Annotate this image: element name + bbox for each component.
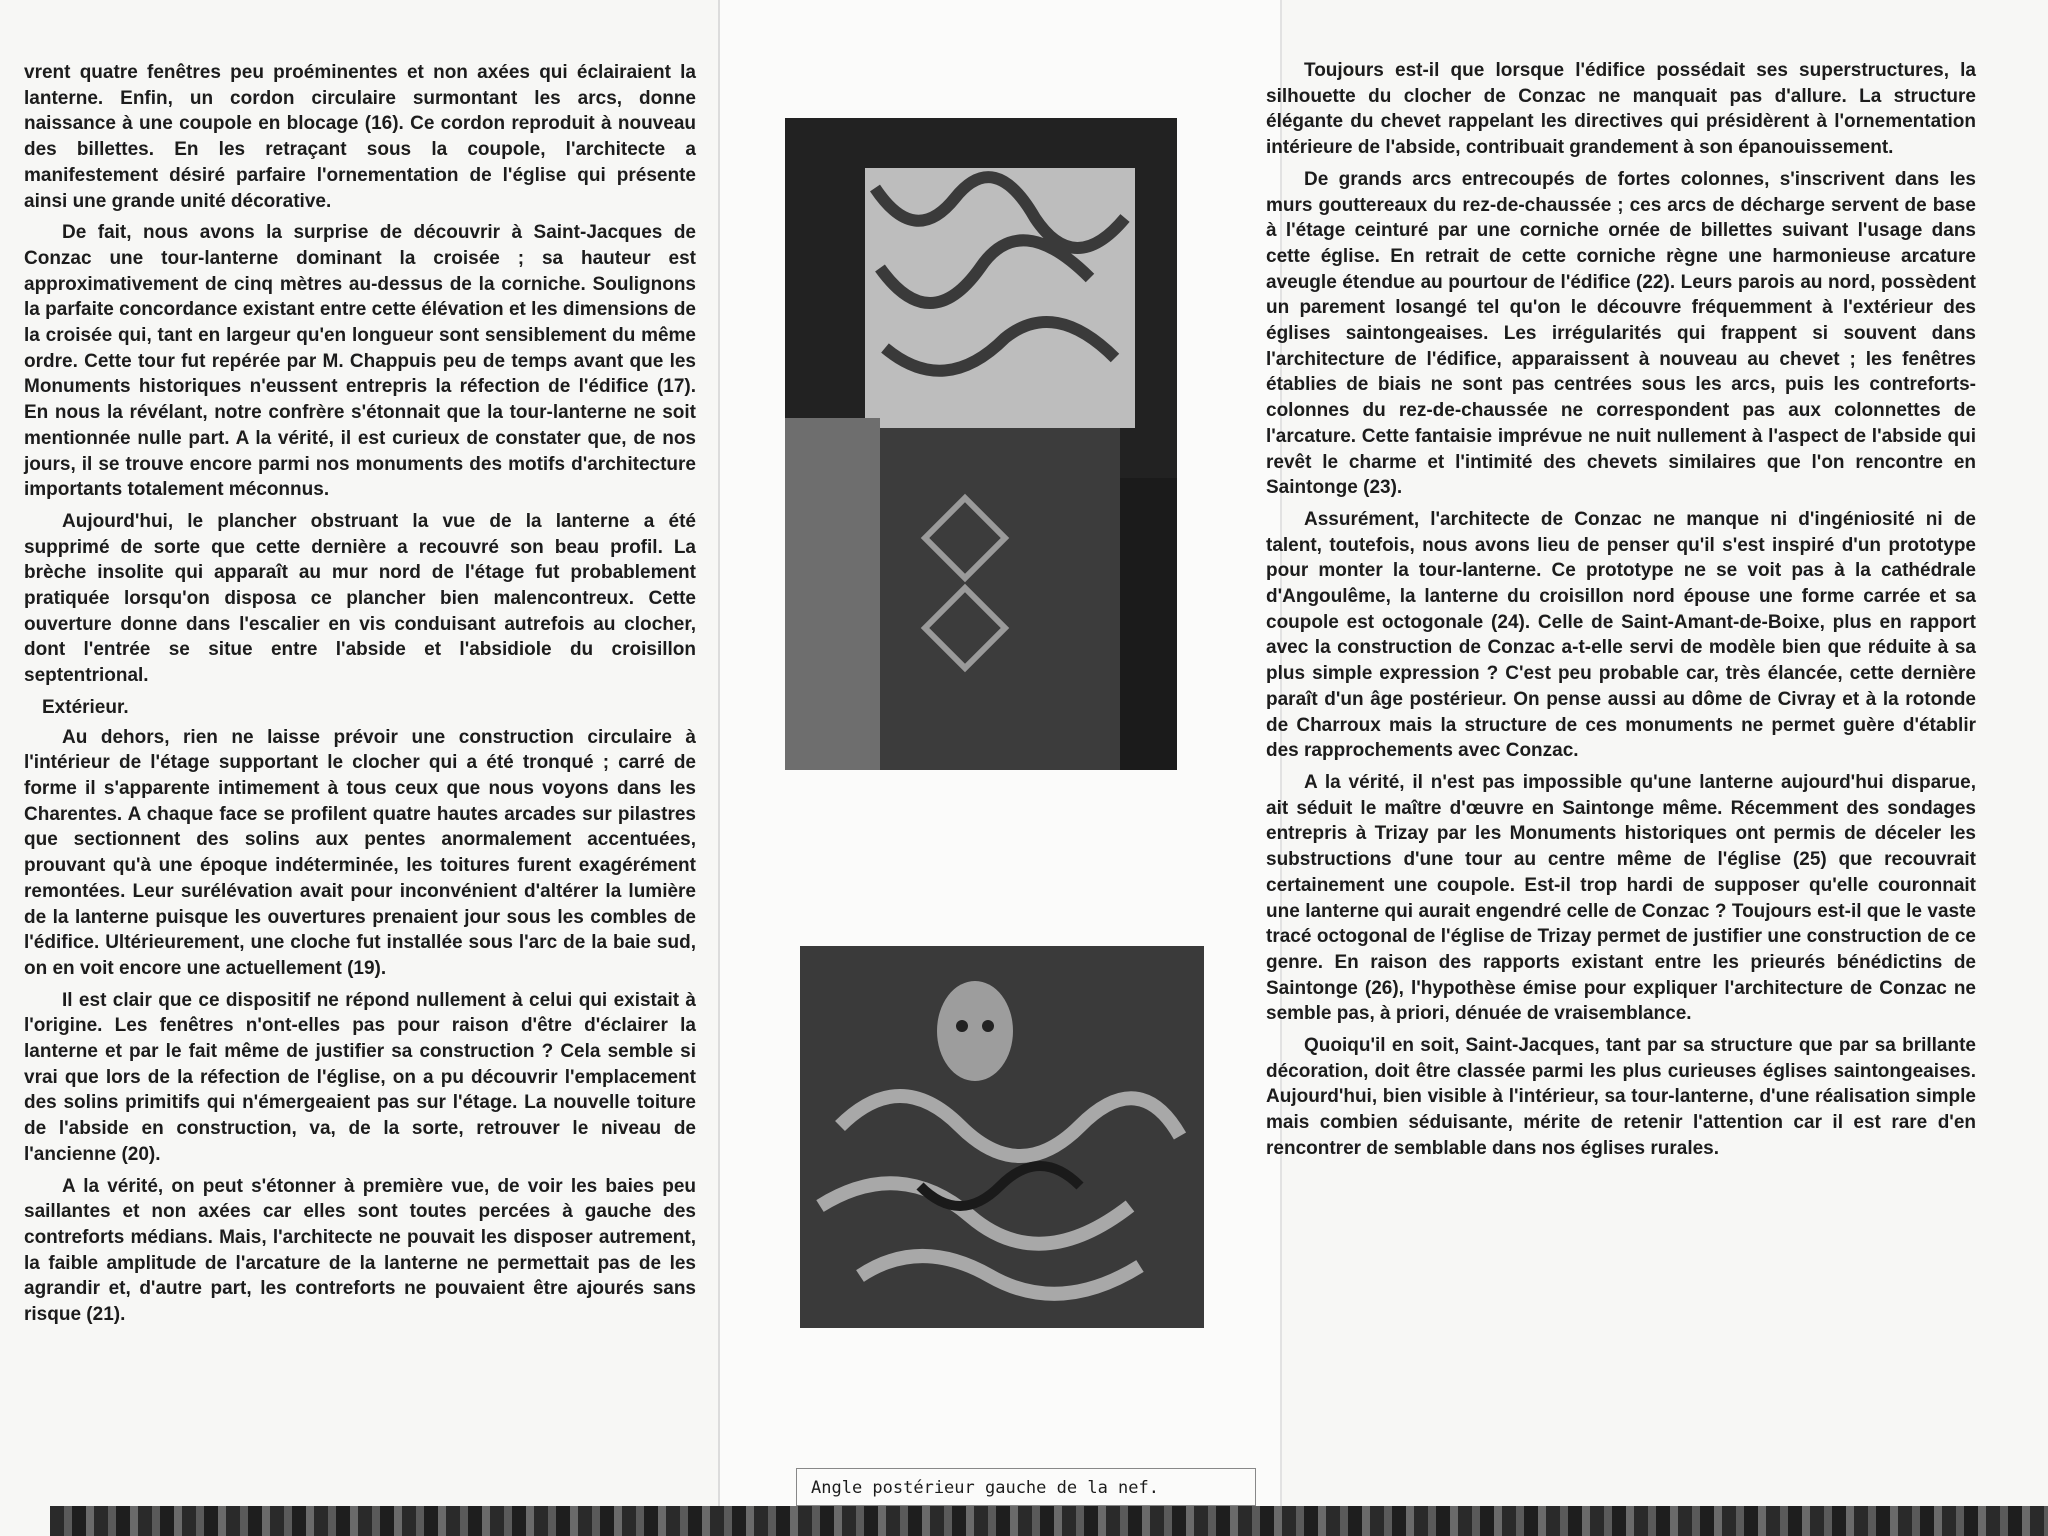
paragraph: Aujourd'hui, le plancher obstruant la vue de la lanterne a été supprimé de sorte que cette dernière a recouvré son beau profil. La brèche insolite qui apparaît au mur nord de l'étage fut probablement pratiquée lorsqu'on disposa ce plancher bien malencontreux. Cette ouverture donne dans l'escalier en vis conduisant autrefois au clocher, dont l'entrée se situe entre l'abside et l'absidiole du croisillon septentrional. (24, 510, 696, 687)
paragraph: De grands arcs entrecoupés de fortes colonnes, s'inscrivent dans les murs gouttereaux du rez-de-chaussée ; ces arcs de décharge servent de base à l'étage ceinturé par une corniche ornée de billettes suivant l'usage dans cette église. En retrait de cette corniche règne une harmonieuse arcature aveugle étendue au pourtour de l'édifice (22). Leurs parois au nord, possèdent un parement losangé tel qu'on le découvre fréquemment à l'extérieur des églises saintongeaises. Les irrégularités qui frappent si souvent dans l'architecture de l'édifice, apparaissent à nouveau au chevet ; les fenêtres établies de biais ne sont pas centrées sous les arcs, puis les contreforts-colonnes du rez-de-chaussée ne correspondent pas aux colonnettes de l'arcature. Cette fantaisie imprévue ne nuit nullement à l'aspect de l'abside qui revêt le charme et l'intimité des chevets similaires que l'on rencontre en Saintonge (23). (1266, 168, 1976, 499)
paragraph: vrent quatre fenêtres peu proéminentes et non axées qui éclairaient la lanterne. Enfin, un cordon circulaire surmontant les arcs, donne naissance à une coupole en blocage (16). Ce cordon reproduit à nouveau des billettes. En les retraçant sous la coupole, l'architecte a manifestement désiré parfaire l'ornementation de l'église qui présente ainsi une grande unité décorative. (24, 62, 696, 212)
right-text-column (1266, 58, 1976, 1168)
left-text-column (24, 60, 696, 1334)
bottom-border-strip (50, 1506, 2048, 1536)
section-heading: Extérieur. (42, 696, 129, 718)
paragraph: Il est clair que ce dispositif ne répond nullement à celui qui existait à l'origine. Les fenêtres n'ont-elles pas pour raison d'être d'éclairer la lanterne et par le fait même de justifier sa construction ? Cela semble si vrai que lors de la réfection de l'église, on a pu découvrir l'emplacement des solins primitifs qui n'émergeaient pas sur l'étage. La nouvelle toiture de l'abside en construction, va, de la sorte, retrouver le niveau de l'ancienne (20). (24, 989, 696, 1165)
capital-column-photo (785, 118, 1177, 770)
paragraph: Assurément, l'architecte de Conzac ne manque ni d'ingéniosité ni de talent, toutefois, nous avons lieu de penser qu'il s'est inspiré d'un prototype pour monter la tour-lanterne. Ce prototype ne se voit pas à la cathédrale d'Angoulême, la lanterne du croisillon nord épouse une forme carrée et sa coupole est octogonale (24). Celle de Saint-Amant-de-Boixe, plus en rapport avec la construction de Conzac a-t-elle servi de modèle bien que réduite à sa plus simple expression ? C'est peu probable car, très élancée, cette dernière paraît d'un âge postérieur. On pense aussi au dôme de Civray et à la rotonde de Charroux mais la structure de ces monuments ne permet guère d'établir des rapprochements avec Conzac. (1266, 508, 1976, 762)
paragraph: A la vérité, il n'est pas impossible qu'une lanterne aujourd'hui disparue, ait séduit le maître d'œuvre en Saintonge même. Récemment des sondages entrepris à Trizay par les Monuments historiques ont permis de déceler les substructions d'une tour au centre même de l'église (25) que recouvrait certainement une coupole. Est-il trop hardi de supposer qu'elle couronnait une lanterne qui aurait engendré celle de Conzac ? Toujours est-il que le vaste tracé octogonal de l'église de Trizay permet de justifier une construction de ce genre. En raison des rapports existant entre les prieurés bénédictins de Saintonge (26), l'hypothèse émise pour expliquer l'architecture de Conzac ne semble pas, à priori, dénuée de vraisemblance. (1266, 771, 1976, 1025)
paragraph: Au dehors, rien ne laisse prévoir une construction circulaire à l'intérieur de l'étage supportant le clocher qui a été tronqué ; carré de forme il s'apparente intimement à tous ceux que nous voyons dans les Charentes. A chaque face se profilent quatre hautes arcades sur pilastres que sectionnent des solins aux pentes anormalement accentuées, prouvant qu'à une époque indéterminée, les toitures furent exagérément remontées. Leur surélévation avait pour inconvénient d'altérer la lumière de la lanterne puisque les ouvertures prenaient jour sous les combles de l'édifice. Ultérieurement, une cloche fut installée sous l'arc de la baie sud, on en voit encore une actuellement (19). (24, 726, 696, 979)
paragraph: Quoiqu'il en soit, Saint-Jacques, tant par sa structure que par sa brillante décoration, doit être classée parmi les plus curieuses églises saintongeaises. Aujourd'hui, bien visible à l'intérieur, sa tour-lanterne, d'une réalisation simple mais combien séduisante, mérite de retenir l'attention car il est rare d'en rencontrer de semblable dans nos églises rurales. (1266, 1035, 1976, 1159)
carved-head-photo (800, 946, 1204, 1328)
photo-caption: Angle postérieur gauche de la nef. (796, 1468, 1256, 1506)
paragraph: A la vérité, on peut s'étonner à première vue, de voir les baies peu saillantes et non axées car elles sont toutes percées à gauche des contreforts médians. Mais, l'architecte ne pouvait les disposer autrement, la faible amplitude de l'arcature de la lanterne ne permettait pas de les agrandir et, d'autre part, les contreforts ne pouvaient être ajourés sans risque (21). (24, 1175, 696, 1326)
paragraph: Toujours est-il que lorsque l'édifice possédait ses superstructures, la silhouette du clocher de Conzac ne manquait pas d'allure. La structure élégante du chevet rappelant les directives qui présidèrent à l'ornementation intérieure de l'abside, contribuait grandement à son épanouissement. (1266, 60, 1976, 159)
paragraph: De fait, nous avons la surprise de découvrir à Saint-Jacques de Conzac une tour-lanterne dominant la croisée ; sa hauteur est approximativement de cinq mètres au-dessus de la corniche. Soulignons la parfaite concordance existant entre cette élévation et les dimensions de la croisée qui, tant en largeur qu'en longueur sont sensiblement du même ordre. Cette tour fut repérée par M. Chappuis peu de temps avant que les Monuments historiques n'eussent entrepris la réfection de l'édifice (17). En nous la révélant, notre confrère s'étonnait que la tour-lanterne ne soit mentionnée nulle part. A la vérité, il est curieux de constater que, de nos jours, il se trouve encore parmi nos monuments des motifs d'architecture importants totalement méconnus. (24, 222, 696, 501)
